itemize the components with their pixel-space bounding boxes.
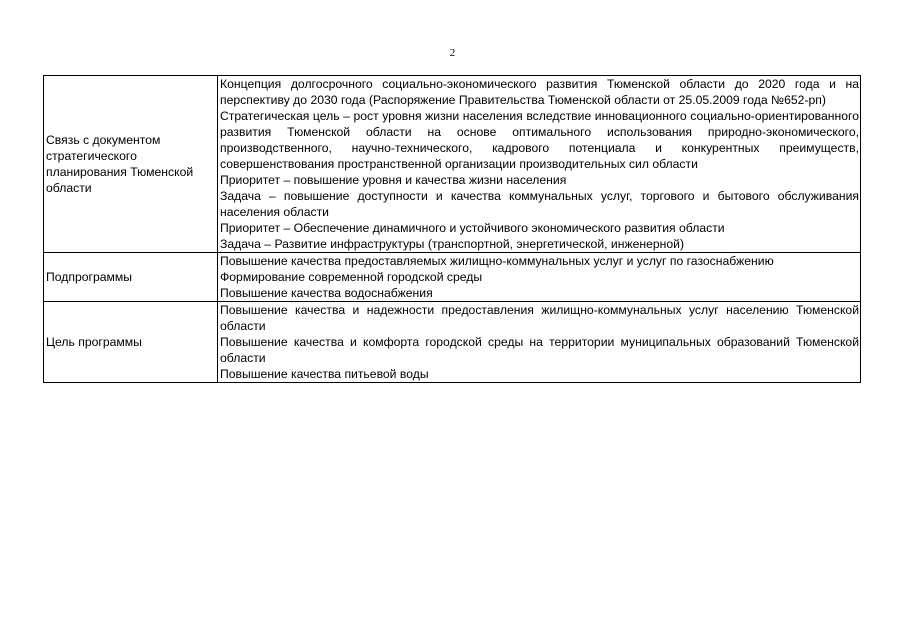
content-paragraph: Приоритет – Обеспечение динамичного и устойчивого экономического развития области (220, 221, 725, 235)
content-paragraph: Повышение качества и надежности предоставления жилищно-коммунальных услуг населению Тюменской области (220, 303, 859, 333)
table-row (44, 253, 861, 302)
content-paragraph: Задача – Развитие инфраструктуры (транспортной, энергетической, инженерной) (220, 237, 685, 251)
row-label: Цель программы (44, 302, 218, 383)
table-row (44, 302, 861, 383)
row-content (218, 76, 861, 253)
content-paragraph: Повышение качества и комфорта городской среды на территории муниципальных образований Тюменской области (220, 335, 859, 365)
row-label: Подпрограммы (44, 253, 218, 302)
content-paragraph: Повышение качества предоставляемых жилищно-коммунальных услуг и услуг по газоснабжению (220, 254, 774, 268)
content-paragraph: Формирование современной городской среды (220, 270, 483, 284)
row-content (218, 253, 861, 302)
row-content (218, 302, 861, 383)
table-row (44, 76, 861, 253)
row-label: Связь с документом стратегического планирования Тюменской области (44, 76, 218, 253)
page-number: 2 (449, 47, 456, 59)
content-paragraph: Приоритет – повышение уровня и качества жизни населения (220, 173, 567, 187)
content-paragraph: Задача – повышение доступности и качества коммунальных услуг, торгового и бытового обслуживания населения области (220, 189, 859, 219)
content-paragraph: Повышение качества питьевой воды (220, 367, 429, 381)
content-paragraph: Повышение качества водоснабжения (220, 286, 433, 300)
content-paragraph: Концепция долгосрочного социально-экономического развития Тюменской области до 2020 года и на перспективу до 2030 года (Распоряжение Правительства Тюменской области от 25.05.2009 года №652-рп) (220, 77, 859, 107)
content-paragraph: Стратегическая цель – рост уровня жизни населения вследствие инновационного социально-ориентированного развития Тюменской области на основе оптимального использования природно-экономического, производственного, научно-технического, кадрового потенциала и конкурентных преимуществ, совершенствования пространственной организации производительных сил области (220, 109, 859, 171)
program-passport-table (43, 75, 861, 383)
